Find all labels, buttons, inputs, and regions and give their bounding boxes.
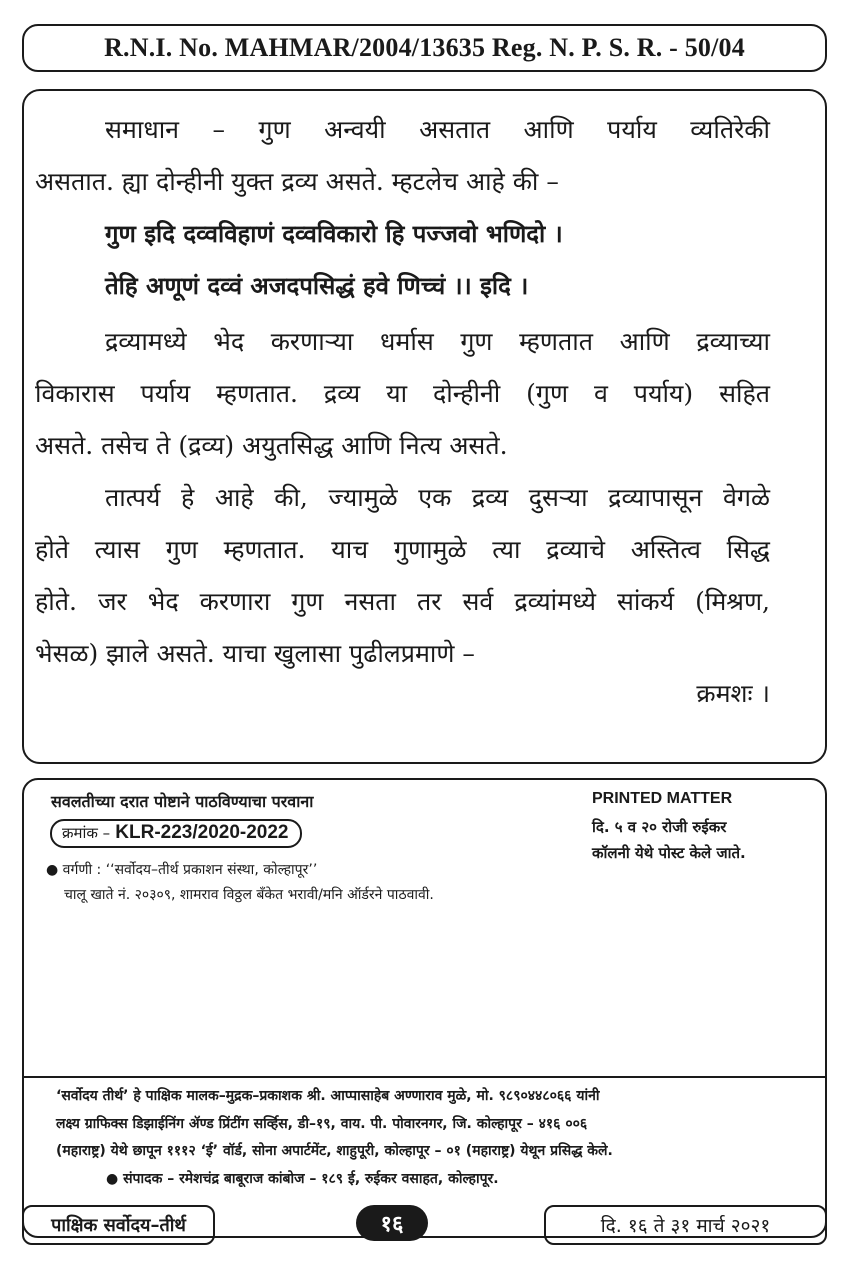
text-line: होते. जर भेद करणारा गुण नसता तर सर्व द्रव्यांमध्ये सांकर्य (मिश्रण, <box>35 587 770 616</box>
postal-license-text: सवलतीच्या दरात पोष्टाने पाठविण्याचा परवाना <box>51 792 314 811</box>
imprint-line: लक्ष्य ग्राफिक्स डिझाईनिंग ॲण्ड प्रिंटींग सर्व्हिस, डी–१९, वाय. पी. पोवारनगर, जि. कोल्हापूर – ४१६ ००६ <box>56 1116 588 1132</box>
paragraph-samadhan <box>35 104 770 208</box>
posting-info-line: दि. ५ व २० रोजी रुईकर <box>592 818 727 836</box>
rni-header <box>22 24 827 72</box>
editor-line: ● संपादक – रमेशचंद्र बाबूराज कांबोज – १८९ ई, रुईकर वसाहत, कोल्हापूर. <box>106 1171 499 1187</box>
publication-title-text: पाक्षिक सर्वोदय–तीर्थ <box>51 1215 186 1236</box>
text-line: भेसळ) झाले असते. याचा खुलासा पुढीलप्रमाणे – <box>35 639 475 668</box>
issue-date-text: दि. १६ ते ३१ मार्च २०२१ <box>600 1215 771 1237</box>
license-number: KLR-223/2020-2022 <box>115 822 289 843</box>
to-be-continued: क्रमशः । <box>696 679 770 708</box>
paragraph-dravya <box>35 316 770 472</box>
imprint-line: ‘सर्वोदय तीर्थ’ हे पाक्षिक मालक–मुद्रक–प्रकाशक श्री. आप्पासाहेब अण्णाराव मुळे, मो. ९८९०४४८०६६ यांनी <box>56 1088 600 1104</box>
text-line: असते. तसेच ते (द्रव्य) अयुतसिद्ध आणि नित्य असते. <box>35 431 508 460</box>
verse-line-1: गुण इदि दव्वविहाणं दव्वविकारो हि पज्जवो भणिदो । <box>105 220 563 248</box>
postal-panel <box>22 778 827 1238</box>
imprint-line: (महाराष्ट्र) येथे छापून १११२ ‘ई’ वॉर्ड, सोना अपार्टमेंट, शाहुपूरी, कोल्हापूर – ०१ (महाराष्ट्र) येथून प्रसिद्ध केले. <box>56 1143 613 1159</box>
text-line: तात्पर्य हे आहे की, ज्यामुळे एक द्रव्य दुसऱ्या द्रव्यापासून वेगळे <box>105 483 770 512</box>
rni-number: R.N.I. No. MAHMAR/2004/13635 Reg. N. P. S. R. - 50/04 <box>104 33 745 62</box>
text-line: असतात. ह्या दोन्हीनी युक्त द्रव्य असते. म्हटलेच आहे की – <box>35 167 559 196</box>
account-info: चालू खाते नं. २०३०९, शामराव विठ्ठल बँकेत भरावी/मनि ऑर्डरने पाठवावी. <box>64 887 434 903</box>
page-number: १६ <box>356 1205 428 1241</box>
text-line: समाधान – गुण अन्वयी असतात आणि पर्याय व्यतिरेकी <box>105 115 770 144</box>
posting-info-line: कॉलनी येथे पोस्ट केले जाते. <box>592 844 746 862</box>
text-line: होते त्यास गुण म्हणतात. याच गुणामुळे त्या द्रव्याचे अस्तित्व सिद्ध <box>35 535 770 564</box>
text-line: द्रव्यामध्ये भेद करणाऱ्या धर्मास गुण म्हणतात आणि द्रव्याच्या <box>105 327 770 356</box>
license-number-badge <box>50 819 302 848</box>
publication-title <box>22 1205 215 1245</box>
verse-line-2: तेहि अणूणं दव्वं अजदपसिद्धं हवे णिच्चं ।। इदि । <box>105 272 529 300</box>
paragraph-tatparya <box>35 472 770 680</box>
text-line: विकारास पर्याय म्हणतात. द्रव्य या दोन्हीनी (गुण व पर्याय) सहित <box>35 379 770 408</box>
license-number-label: क्रमांक – <box>62 824 111 842</box>
issue-date <box>544 1205 827 1245</box>
printed-matter-label: PRINTED MATTER <box>592 790 733 807</box>
subscription-info: ● वर्गणी : ‘‘सर्वोदय–तीर्थ प्रकाशन संस्था, कोल्हापूर’’ <box>46 862 318 878</box>
